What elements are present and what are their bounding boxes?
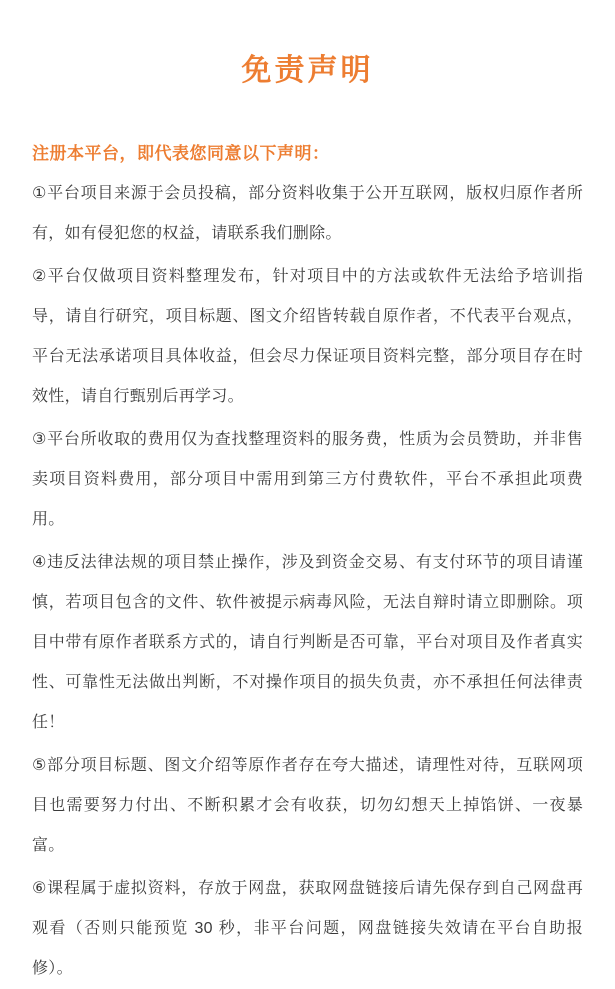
- disclaimer-paragraph-5: ⑤部分项目标题、图文介绍等原作者存在夸大描述，请理性对待，互联网项目也需要努力付出、不断积累才会有收获，切勿幻想天上掉馅饼、一夜暴富。: [32, 757, 583, 854]
- disclaimer-paragraph-3: ③平台所收取的费用仅为查找整理资料的服务费，性质为会员赞助，并非售卖项目资料费用，部分项目中需用到第三方付费软件，平台不承担此项费用。: [32, 431, 583, 528]
- disclaimer-paragraph-4: ④违反法律法规的项目禁止操作，涉及到资金交易、有支付环节的项目请谨慎，若项目包含的文件、软件被提示病毒风险，无法自辩时请立即删除。项目中带有原作者联系方式的，请自行判断是否可靠，平台对项目及作者真实性、可靠性无法做出判断，不对操作项目的损失负责，亦不承担任何法律责任！: [32, 554, 583, 731]
- disclaimer-paragraph-2: ②平台仅做项目资料整理发布，针对项目中的方法或软件无法给予培训指导，请自行研究，项目标题、图文介绍皆转载自原作者，不代表平台观点，平台无法承诺项目具体收益，但会尽力保证项目资料完整，部分项目存在时效性，请自行甄别后再学习。: [32, 268, 583, 405]
- page-title: 免责声明: [241, 54, 374, 87]
- intro-statement: 注册本平台，即代表您同意以下声明：: [32, 144, 330, 163]
- disclaimer-paragraph-list: [32, 174, 583, 989]
- disclaimer-paragraph-1: ①平台项目来源于会员投稿，部分资料收集于公开互联网，版权归原作者所有，如有侵犯您的权益，请联系我们删除。: [32, 185, 583, 242]
- disclaimer-paragraph-6: ⑥课程属于虚拟资料，存放于网盘，获取网盘链接后请先保存到自己网盘再观看（否则只能预览 30 秒，非平台问题，网盘链接失效请在平台自助报修）。: [32, 880, 583, 977]
